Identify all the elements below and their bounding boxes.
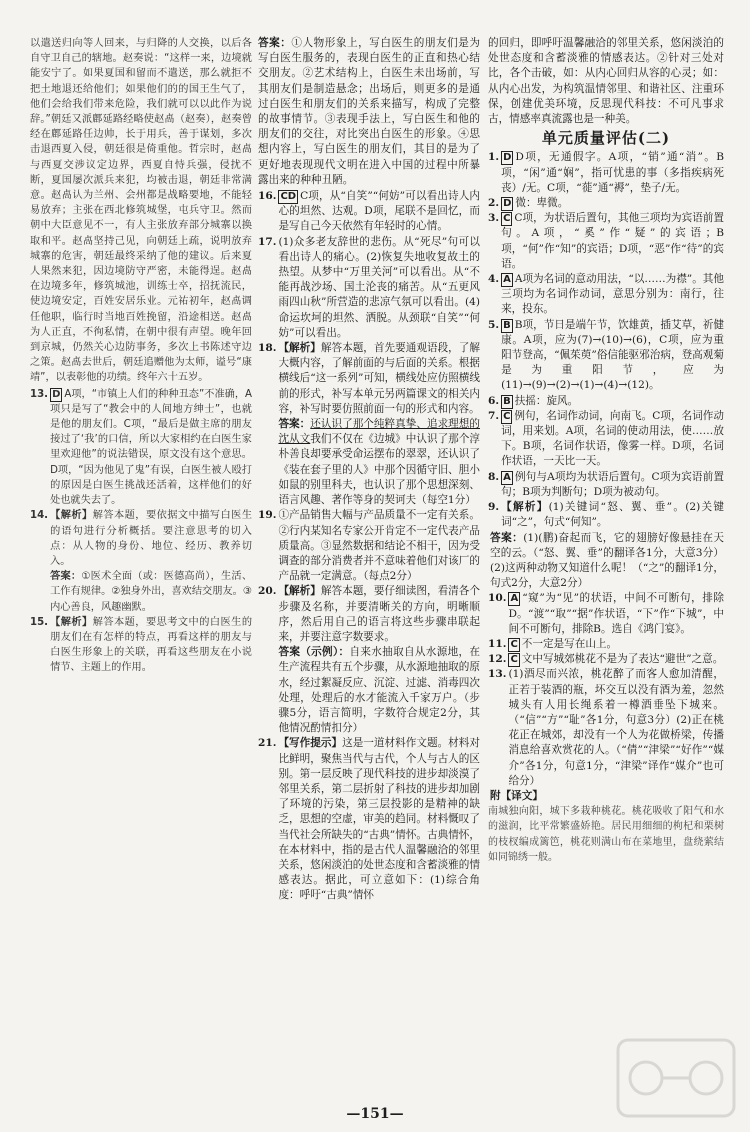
- answer-text: B项，节日是端午节，饮雄黄，插艾草，祈健康。A项，应为(7)→(10)→(6)，C项，应为重阳节登高，“佩茱萸”俗信能驱邪治病，登高观菊是为重阳节，应为(11)→(9)→(2)→(1)→(4)→(12)。: [501, 318, 724, 392]
- answer-tag: 【解析】: [501, 501, 549, 514]
- answer-text: ①产品销售大幅与产品质量不一定有关系。②行内某知名专家公开肯定不一定代表产品质量高。③显然数据和结论不相干，因为受调查的部分消费者并不意味着他们对该厂的产品就一定满意。（每点2分）: [278, 509, 480, 583]
- answer-item: [488, 500, 724, 530]
- answer-tag: C: [510, 654, 518, 666]
- answer-item: [488, 272, 724, 318]
- question-number: 19.: [258, 509, 277, 522]
- answer-text: 自来水抽取自从水源地，在生产流程共有五个步骤，从水源地抽取的原水，经过絮凝反应、沉淀、过滤、消毒四次处理，处理后的水才能流入千家万户。（步骤5分，语言简明，字数符合规定2分，其他情况酌情扣分）: [278, 646, 481, 735]
- answer-text: C项，从“自笑”“何妨”可以看出诗人内心的坦然、达观。D项，尾联不是回忆，而是写自己今天依然有年轻时的心情。: [278, 190, 480, 233]
- question-15: [30, 615, 252, 676]
- answer-label: 答案（示例）：: [278, 646, 350, 659]
- answer-item: [488, 150, 724, 196]
- question-number: 4.: [488, 273, 500, 286]
- question-number: 13.: [488, 668, 507, 681]
- answer-text: (1)众多老友辞世的悲伤。从“死尽”句可以看出诗人的痛心。(2)恢复失地收复故土的热望。从梦中“万里关河”可以看出。从“不能再战沙场、国土沦丧的痛苦。从“五更风雨四山秋”所营造的悲凉气氛可以看出。(4)命运坎坷的坦然、洒脱。从颈联“自笑”“何妨”可以看出。: [278, 235, 480, 339]
- answer-item: [488, 318, 724, 394]
- question-13: [30, 387, 252, 509]
- continued-text: 的回归，即呼吁温馨融洽的邻里关系，悠闲淡泊的处世态度和含蓄淡雅的情感表达。②针对三处对比，各个击破，如：从内心回归从容的心灵；如：从内心出发，为构筑温情邻里、和谐社区、注重环保，创建优美环境，反思现代科技：不可凡事求古，情感率真流露也是一种美。: [488, 37, 724, 126]
- answer-label: 答案：: [258, 37, 292, 49]
- analysis-text: 解答本题，要依据文中描写白医生的语句进行分析概括。要注意思考的切入点：从人物的身份、地位、经历、教养切入。: [50, 510, 253, 567]
- column-right: [488, 36, 724, 866]
- answer-text: A项，“市镇上人们的种种丑态”不准确，A项只是写了“教会中的人间地方绅士”，也就是他的朋友们。C项，“最后是做主席的朋友接过了‘我’的口信，所以大家相约在白医生家里欢迎他”的说法错误，原文没有这个意思。D项，“因为他见了鬼”有误，白医生被人殴打的原因是白医生挑战还活着，这样他们的好处也就失去了。: [50, 388, 252, 507]
- top-answer: [258, 36, 480, 188]
- answer-text: ①医术全面（或：医德高尚），生活、工作有规律。②独身外出，喜欢结交朋友。③内心善良，风趣幽默。: [50, 571, 253, 613]
- question-number: 7.: [488, 409, 500, 422]
- writing-tip-text: 这是一道材料作文题。材料对比鲜明，聚焦当代与古代，个人与古人的区别。第一层反映了现代科技的进步却淡漠了邻里关系，第二层折射了科技的进步却加剧了环境的污染，第三层投影的是精神的缺乏，思想的空虚，审美的趋同。材料慨叹了当代社会所缺失的“古典”情怀。古典情怀，在本材料中，指的是古代人温馨融洽的邻里关系，悠闲淡泊的处世态度和含蓄淡雅的情感表达。据此，可立意如下：(1)综合角度：呼吁“古典”情怀: [278, 737, 480, 902]
- answer-text: A项为名词的意动用法，“以……为襟”。其他三项均为名词作动词，意思分别为：南行，往来，投东。: [501, 273, 724, 316]
- intro-translation: 以遣送归向等人回来，与归降的人交换，以后各自守卫自己的辖地。赵奏说：“这样一来，边境就能安宁了。如果夏国和留而不遣送，那么就拒不把土地退还给他们；如果他们的的国王生气了，他们会给我们带来危险，我们就可以以此作为说辞。”朝廷又派鄜延路经略使赵卨（赵奏），赵奏曾经在鄜延路任边帅，长于用兵，善于谋划，多次击退西夏入侵，朝廷很是倚重他。哲宗时，赵卨与西夏交涉议定边界，西夏自恃兵强，侵扰不断，夏国屡次派兵来犯，均被击退，朝廷非常满意。赵卨认为兰州、会州都是战略要地，不能轻易放弃；主张在西北修筑城堡，屯兵守卫。然而朝中大臣意见不一，有人主张放弃部分城寨以换取和平。赵卨坚持己见，向朝廷上疏，说明放弃城寨的危害，朝廷最终采纳了他的建议。后来夏人果然来犯，因边境防守严密，未能得逞。赵卨在边境多年，修筑城池，训练士卒，招抚流民，使边境安定，百姓安居乐业。元祐初年，赵卨调任他职，临行时当地百姓挽留，沿途相送。赵卨为人正直，不徇私情，在朝中很有声望。晚年回到京城，仍然关心边防事务，多次上书陈述守边之策。赵卨去世后，朝廷追赠他为太师，谥号“康靖”，以表彰他的功绩。终年六十五岁。: [30, 38, 252, 384]
- question-number: 14.: [30, 510, 49, 522]
- analysis-text: 解答本题，要仔细读图，看清各个步骤及名称，并要清晰关的方向，明晰顺序，然后用自己的语言将这些步骤串联起来，并要注意字数要求。: [278, 585, 480, 643]
- analysis-label: 【解析】: [278, 585, 321, 598]
- answer-tag: C: [503, 213, 511, 225]
- answer-item: [488, 789, 724, 804]
- watermark-logo: [616, 1038, 736, 1118]
- question-number: 5.: [488, 318, 500, 331]
- answer-text: 扶摇：旋风。: [514, 394, 579, 407]
- question-14: [30, 508, 252, 614]
- question-19: [258, 508, 480, 584]
- question-number: 21.: [258, 737, 277, 750]
- column-left: [30, 36, 252, 676]
- answer-text: D项，无通假字。A项，“销”通“消”。B项，“闲”通“娴”，指可忧患的事（多指疾病死丧）/无。C项，“蓰”通“褥”，垫子/无。: [501, 151, 724, 194]
- answer-item: [488, 196, 724, 211]
- question-number: 18.: [258, 342, 277, 355]
- analysis-text: 解答本题，首先要通观语段，了解大概内容，了解前面的与后面的关系。根据横线后“这一系列”可知，横线处应仿照横线前的形式，补写本单元另两篇课文的相关内容，补写时要仿照前面一句的形式和内容。: [278, 342, 480, 415]
- answer-item: [488, 470, 724, 500]
- question-number: 3.: [488, 212, 500, 225]
- answer-item: [488, 531, 724, 592]
- question-number: 12.: [488, 653, 507, 666]
- answer-tag: D: [503, 152, 512, 164]
- answer-tag: CD: [280, 191, 297, 203]
- question-number: 16.: [258, 190, 277, 203]
- question-17: [258, 235, 480, 341]
- question-number: 9.: [488, 501, 500, 514]
- section-title: 单元质量评估(二): [541, 129, 671, 148]
- writing-tip-label: 【写作提示】: [278, 737, 343, 750]
- page-number: —151—: [346, 1106, 404, 1122]
- question-number: 10.: [488, 592, 507, 605]
- answer-text: “窥”为“见”的状语，中间不可断句，排除D。“渡”“取”“据”作状语，“下”作“下城”，中间不可断句，排除B。选自《鸿门宴》。: [508, 592, 724, 635]
- translation-text: 南城独向阳，城下多栽种桃花。桃花吸收了阳气和水的滋润，比平常繁盛娇艳。居民用细细的枸杞和栗树的枝杈编成篱笆，桃花则满山布在菜地里，盘绕萦结如同锦绣一般。: [488, 806, 724, 863]
- answer-tag: B: [503, 319, 511, 331]
- question-number: 2.: [488, 197, 500, 210]
- answer-text: 例句，名词作动词，向南飞。C项，名词作动词，用来划。A项，名词的使动用法，使……放下。B项，名词作状语，像雾一样。D项，名词作状语，一天比一天。: [501, 409, 724, 468]
- answer-underlined: 还认识了那个纯粹真挚、追求理想的沈从文: [278, 418, 480, 446]
- question-16: [258, 189, 480, 235]
- answer-text: 文中写城郊桃花不是为了表达“避世”之意。: [521, 653, 724, 666]
- question-number: 6.: [488, 394, 500, 407]
- answer-text: 不一定是写在山上。: [521, 637, 618, 650]
- answer-tag: B: [503, 395, 511, 407]
- analysis-label: 【解析】: [278, 342, 321, 355]
- answer-tag: D: [503, 198, 512, 210]
- answer-tag: C: [510, 638, 518, 650]
- answer-tag: A: [510, 593, 519, 605]
- answer-text: 微：卑微。: [515, 197, 569, 210]
- question-20: [258, 584, 480, 736]
- question-number: 11.: [488, 637, 507, 650]
- question-21: [258, 736, 480, 903]
- analysis-text: 解答本题，要思考文中的白医生的朋友们在有怎样的特点，再看这样的朋友与白医生形象上的关联，再看这些朋友在小说情节、主题上的作用。: [50, 616, 253, 674]
- answer-item: [488, 394, 724, 409]
- answer-text: C项，为状语后置句，其他三项均为宾语前置句。A项，“奚”作“疑”的宾语；B项，“何”作“知”的宾语；D项，“恶”作“待”的宾语。: [501, 212, 724, 270]
- answer-tag: 答案：: [490, 531, 524, 544]
- answer-tag: 附【译文】: [490, 789, 543, 802]
- question-number: 17.: [258, 235, 277, 248]
- answer-tag: A: [503, 471, 511, 483]
- answer-text: 例句与A项均为状语后置句。C项为宾语前置句；B项为判断句；D项为被动句。: [501, 470, 724, 498]
- question-number: 8.: [488, 470, 500, 483]
- analysis-label: 【解析】: [50, 510, 93, 522]
- answer-item: [488, 211, 724, 272]
- answer-tag: C: [503, 410, 511, 422]
- column-middle: [258, 36, 480, 904]
- answer-item: [488, 637, 724, 652]
- question-number: 15.: [30, 616, 49, 628]
- answer-item: [488, 652, 724, 667]
- question-number: 20.: [258, 585, 277, 598]
- answer-tag: D: [52, 388, 61, 400]
- question-number: 1.: [488, 151, 500, 164]
- analysis-label: 【解析】: [50, 616, 93, 628]
- answer-tag: A: [503, 274, 511, 286]
- answer-text: (1)关键词“怒、翼、垂”。(2)关键词“之”，句式“何知”。: [501, 501, 725, 529]
- answer-text: ①人物形象上，写白医生的朋友们是为写白医生服务的，表现白医生的正直和热心结交朋友。②艺术结构上，白医生未出场前，写其朋友们是制造悬念；出场后，则更多的是通过白医生和朋友们的关系来描写，构成了完整的故事情节。③表现手法上，写白医生和他的朋友们的交往，对比突出白医生的形象。④思想内容上，写白医生的朋友们，其目的是为了更好地表现现代文明在进入中国的过程中所暴露出来的种种丑陋。: [258, 37, 481, 186]
- answer-item: [488, 667, 724, 789]
- answer-label: 答案：: [278, 418, 311, 431]
- answer-text: 我们不仅在《边城》中认识了那个淳朴善良却要承受命运摆布的翠翠，还认识了《装在套子里的人》中那个因循守旧、胆小如鼠的别里科夫，也认识了那个思想深刻、语言风趣、著作等身的契诃夫（每空1分）: [278, 433, 480, 507]
- answer-label: 答案：: [50, 571, 82, 583]
- answer-text: (1)(鹏)奋起而飞，它的翅膀好像悬挂在天空的云。（“怒、翼、垂”的翻译各1分，大意3分）(2)这两种动物又知道什么呢！（“之”的翻译1分，句式2分，大意2分）: [490, 531, 724, 590]
- answer-item: [488, 409, 724, 470]
- question-18: [258, 341, 480, 508]
- answer-list: [488, 150, 724, 804]
- question-number: 13.: [30, 388, 49, 400]
- answer-item: [488, 591, 724, 637]
- answer-text: (1)酒尽而兴浓，桃花醉了而客人愈加清醒，正若于装酒的瓶，坏交互以没有酒为羞，忽然城头有人用长绳系着一樽酒垂坠下城来。（“信”“方”“耻”各1分，句意3分）(2)正在桃花正在城郊，却没有一个人为花做桥梁，传播消息给喜欢赏花的人。（“倩”“津梁”“好作”“媒介”各1分，句意1分，“津梁”译作“媒介”也可给分）: [508, 668, 724, 787]
